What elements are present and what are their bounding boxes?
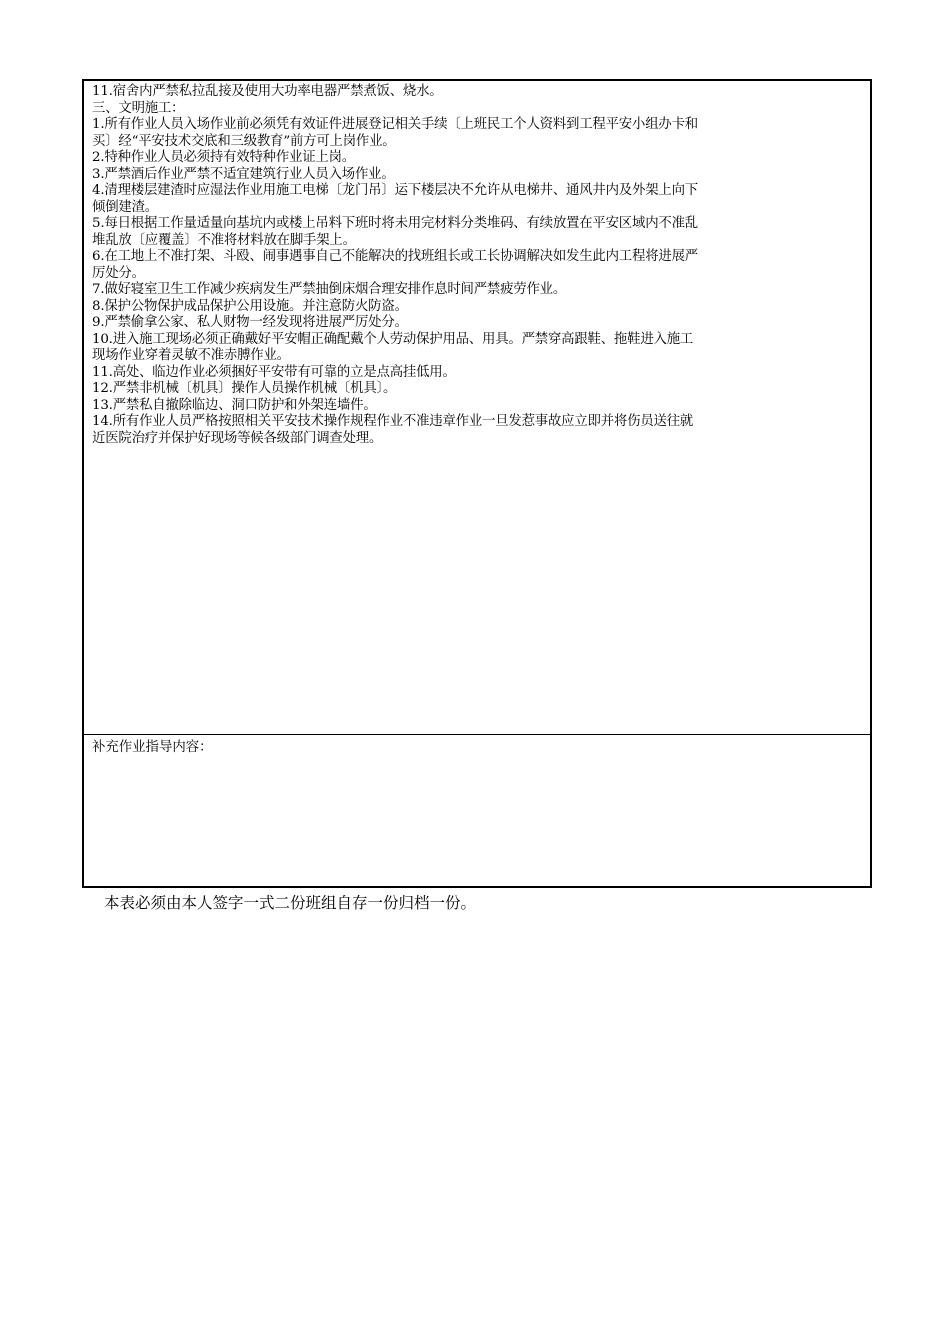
section-heading-civilized-construction: 三、文明施工： xyxy=(92,100,185,116)
instruction-line: 堆乱放〔应覆盖〕不准将材料放在脚手架上。 xyxy=(92,232,356,248)
instruction-line: 7.做好寝室卫生工作减少疾病发生严禁抽倒床烟合理安排作息时间严禁疲劳作业。 xyxy=(92,282,567,297)
instruction-line: 买〕经“平安技术交底和三级教育”前方可上岗作业。 xyxy=(92,133,396,149)
instruction-line: 12.严禁非机械〔机具〕操作人员操作机械〔机具〕。 xyxy=(92,381,397,396)
instruction-line: 9.严禁偷拿公家、私人财物一经发现将进展严厉处分。 xyxy=(92,315,408,330)
supplementary-content-cell xyxy=(84,735,870,886)
instruction-line: 近医院治疗并保护好现场等候各级部门调查处理。 xyxy=(92,430,383,446)
instruction-line: 1.所有作业人员入场作业前必须凭有效证件进展登记相关手续〔上班民工个人资料到工程平安小组办卡和 xyxy=(92,117,698,132)
instruction-line: 厉处分。 xyxy=(92,265,145,281)
instruction-line: 倾倒建渣。 xyxy=(92,199,158,215)
instruction-line: 4.清理楼层建渣时应湿法作业用施工电梯〔龙门吊〕运下楼层决不允许从电梯井、通风井内及外架上向下 xyxy=(92,183,698,198)
instruction-line: 13.严禁私自撤除临边、洞口防护和外架连墙件。 xyxy=(92,397,377,413)
instruction-content-cell xyxy=(84,81,870,735)
footer-note: 本表必须由本人签字一式二份班组自存一份归档一份。 xyxy=(104,894,477,912)
instruction-line: 8.保护公物保护成品保护公用设施。并注意防火防盗。 xyxy=(92,298,408,314)
instruction-line: 2.特种作业人员必须持有效特种作业证上岗。 xyxy=(92,150,355,165)
instruction-line: 现场作业穿着灵敏不准赤膊作业。 xyxy=(92,348,290,363)
instruction-line: 14.所有作业人员严格按照相关平安技术操作规程作业不准违章作业一旦发惹事故应立即并将伤员送往就 xyxy=(92,414,694,429)
instruction-line: 5.每日根据工作量适量向基坑内或楼上吊料下班时将未用完材料分类堆码、有续放置在平安区域内不准乱 xyxy=(92,216,698,231)
instruction-line: 3.严禁酒后作业严禁不适宜建筑行业人员入场作业。 xyxy=(92,166,395,182)
instruction-line: 6.在工地上不准打架、斗殴、闹事遇事自己不能解决的找班组长或工长协调解决如发生此内工程将进展严 xyxy=(92,249,698,264)
instruction-line: 11.高处、临边作业必须捆好平安带有可靠的立是点高挂低用。 xyxy=(92,364,456,380)
supplementary-label: 补充作业指导内容： xyxy=(92,740,213,755)
safety-instruction-form xyxy=(82,79,872,888)
instruction-line: 11.宿舍内严禁私拉乱接及使用大功率电器严禁煮饭、烧水。 xyxy=(92,84,443,99)
instruction-line: 10.进入施工现场必须正确戴好平安帽正确配戴个人劳动保护用品、用具。严禁穿高跟鞋、拖鞋进入施工 xyxy=(92,331,694,347)
